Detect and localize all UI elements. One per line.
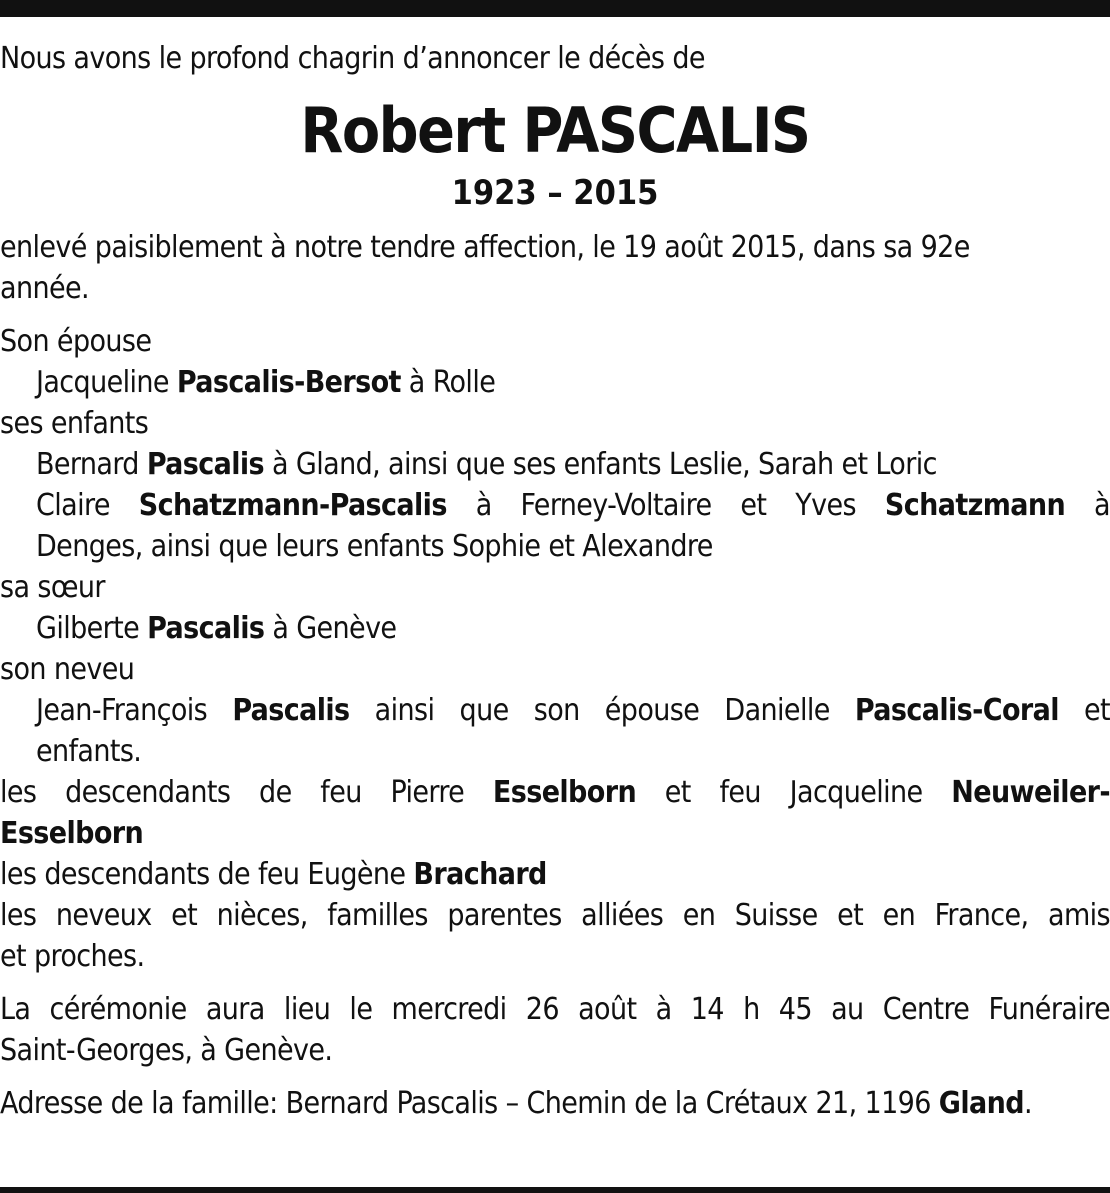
nephew-surname: Pascalis bbox=[232, 693, 350, 728]
descendants-entry-1: les descendants de feu Pierre Esselborn et feu Jacqueline Neuweiler- bbox=[0, 775, 1110, 810]
nephew-entry-cont: enfants. bbox=[36, 734, 142, 769]
obituary-notice bbox=[0, 38, 1110, 1124]
ceremony-line-1: La cérémonie aura lieu le mercredi 26 août à 14 h 45 au Centre Funéraire bbox=[0, 992, 1110, 1027]
address-city: Gland bbox=[938, 1086, 1024, 1121]
spouse-surname: Pascalis-Bersot bbox=[176, 365, 401, 400]
others-line-1: les neveux et nièces, familles parentes alliées en Suisse et en France, amis bbox=[0, 898, 1110, 933]
child-entry-2-cont: Denges, ainsi que leurs enfants Sophie et Alexandre bbox=[36, 529, 713, 564]
spouse-label: Son épouse bbox=[0, 324, 152, 359]
nephew-label: son neveu bbox=[0, 652, 135, 687]
desc1-surname-2: Neuweiler- bbox=[951, 775, 1110, 810]
descendants-entry-1-cont: Esselborn bbox=[0, 816, 144, 851]
others-line-2: et proches. bbox=[0, 939, 145, 974]
child2-spouse-surname: Schatzmann bbox=[884, 488, 1066, 523]
family-address: Adresse de la famille: Bernard Pascalis – Chemin de la Crétaux 21, 1196 Gland. bbox=[0, 1086, 1032, 1121]
life-dates: 1923 – 2015 bbox=[451, 173, 659, 213]
desc1-surname: Esselborn bbox=[492, 775, 637, 810]
children-label: ses enfants bbox=[0, 406, 149, 441]
sister-surname: Pascalis bbox=[147, 611, 265, 646]
intro-line: Nous avons le profond chagrin d’annoncer le décès de bbox=[0, 41, 705, 76]
desc2-surname: Brachard bbox=[413, 857, 547, 892]
child-entry-2: Claire Schatzmann-Pascalis à Ferney-Voltaire et Yves Schatzmann à bbox=[36, 488, 1110, 523]
spouse-entry: Jacqueline Pascalis-Bersot à Rolle bbox=[36, 365, 496, 400]
passing-line-1: enlevé paisiblement à notre tendre affection, le 19 août 2015, dans sa 92e bbox=[0, 230, 970, 265]
nephew-spouse-surname: Pascalis-Coral bbox=[854, 693, 1059, 728]
passing-line-2: année. bbox=[0, 271, 89, 306]
bottom-rule bbox=[0, 1187, 1110, 1193]
deceased-name: Robert PASCALIS bbox=[300, 94, 810, 167]
ceremony-line-2: Saint-Georges, à Genève. bbox=[0, 1033, 333, 1068]
child-entry-1: Bernard Pascalis à Gland, ainsi que ses enfants Leslie, Sarah et Loric bbox=[36, 447, 937, 482]
child1-surname: Pascalis bbox=[146, 447, 265, 482]
top-rule bbox=[0, 0, 1110, 17]
nephew-entry: Jean-François Pascalis ainsi que son épouse Danielle Pascalis-Coral et bbox=[36, 693, 1110, 728]
descendants-entry-2: les descendants de feu Eugène Brachard bbox=[0, 857, 547, 892]
sister-label: sa sœur bbox=[0, 570, 105, 605]
child2-surname: Schatzmann-Pascalis bbox=[138, 488, 447, 523]
sister-entry: Gilberte Pascalis à Genève bbox=[36, 611, 397, 646]
